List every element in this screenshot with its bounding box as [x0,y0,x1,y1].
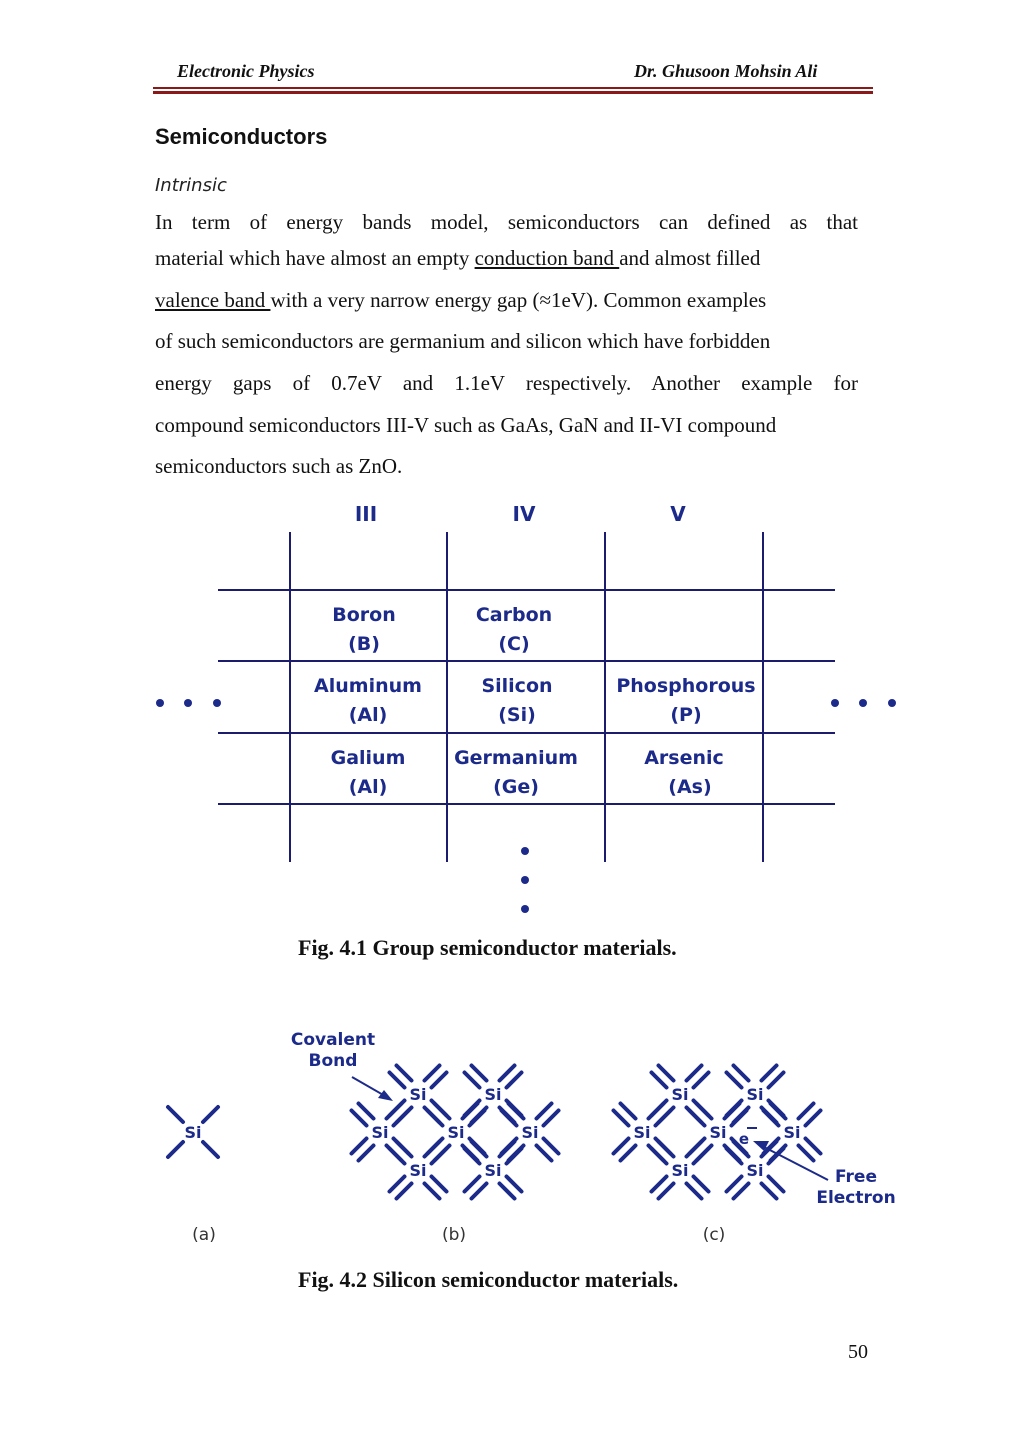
si-atom-label: Si [409,1085,427,1104]
section-title: Semiconductors [155,124,328,149]
electron-label: e [738,1130,750,1148]
bond-line [544,1111,559,1126]
bond-line [614,1111,629,1126]
bond-line [806,1139,821,1154]
bond-line [472,1184,487,1199]
bond-line [507,1073,522,1088]
bond-line [432,1177,447,1192]
bond-line [359,1146,374,1161]
bond-line [732,1111,747,1126]
header-rule-thick [153,91,873,94]
free-electron-arrow [753,1141,828,1180]
bond-line [799,1146,814,1161]
cell-carbon-name: Carbon [475,604,553,626]
bond-line [652,1177,667,1192]
free-electron-label-line2: Electron [816,1188,896,1208]
bond-line [425,1142,440,1157]
bond-line [687,1066,702,1081]
covalent-bond-arrow [352,1077,393,1101]
si-atom-label: Si [783,1123,801,1142]
bond-line [544,1139,559,1154]
bond-line [502,1111,517,1126]
si-atom-label: Si [409,1161,427,1180]
bond-line [656,1111,671,1126]
cell-silicon-symbol: (Si) [498,704,536,726]
si-atom-label: Si [484,1085,502,1104]
figure-2-caption: Fig. 4.2 Silicon semiconductor materials. [298,1267,679,1292]
bond-line [762,1184,777,1199]
cell-boron-name: Boron [332,604,396,626]
header-rule [153,87,873,89]
bond-line [764,1111,779,1126]
bond-line [359,1104,374,1119]
bond-line [432,1073,447,1088]
term-valence-band: valence band [155,288,271,312]
bond-line [652,1149,667,1164]
header-left: Electronic Physics [177,61,315,81]
bond-line [687,1142,702,1157]
bond-line [472,1066,487,1081]
paragraph-text: with a very narrow energy gap (≈1eV). Common examples [270,288,767,312]
bond-line [390,1149,405,1164]
paragraph-text: material which have almost an empty [155,246,475,270]
cell-arsenic-name: Arsenic [644,747,724,769]
paragraph-line-4: of such semiconductors are germanium and silicon which have forbidden [155,329,771,353]
bond-line [727,1149,742,1164]
bond-line [621,1104,636,1119]
paragraph-line-1: In term of energy bands model, semiconductors can defined as that [155,210,858,234]
bond-line [425,1184,440,1199]
bond-line [425,1066,440,1081]
cell-galium-name: Galium [330,747,406,769]
subsection-title: Intrinsic [155,175,227,196]
covalent-label-line2: Bond [308,1051,358,1071]
panel-label-b: (b) [441,1225,467,1245]
paragraph-line-5: energy gaps of 0.7eV and 1.1eV respectively. Another example for [155,371,858,395]
bond-line [397,1142,412,1157]
cell-carbon-symbol: (C) [498,633,530,655]
figure-1-caption: Fig. 4.1 Group semiconductor materials. [298,935,677,960]
paragraph-line-7: semiconductors such as ZnO. [155,454,403,478]
cell-boron-symbol: (B) [348,633,380,655]
bond-line [762,1066,777,1081]
bond-line [465,1177,480,1192]
bond-line [769,1177,784,1192]
paragraph-line-6: compound semiconductors III-V such as GaAs, GaN and II-VI compound [155,413,777,437]
si-atom-label: Si [746,1085,764,1104]
bond-line [697,1104,712,1119]
cell-germanium-name: Germanium [454,747,578,769]
cell-germanium-symbol: (Ge) [493,776,539,798]
si-atom-label: Si [184,1123,202,1142]
bond-line [470,1111,485,1126]
bond-line [659,1066,674,1081]
bond-line [203,1107,218,1122]
bond-line [727,1073,742,1088]
bond-line [690,1111,705,1126]
bond-line [694,1073,709,1088]
si-atom-label: Si [447,1123,465,1142]
cell-silicon-name: Silicon [481,675,553,697]
bond-line [694,1177,709,1192]
ellipsis-dots [156,699,896,913]
bond-line [799,1104,814,1119]
bond-line [507,1149,522,1164]
bond-line [168,1142,183,1157]
group-header-v: V [670,502,686,526]
bond-line [507,1177,522,1192]
bond-line [500,1184,515,1199]
free-electron-label-line1: Free [835,1167,877,1187]
paragraph-text: and almost filled [619,246,761,270]
cell-aluminum-symbol: (Al) [348,704,388,726]
si-atom-label: Si [633,1123,651,1142]
header-right: Dr. Ghusoon Mohsin Ali [634,61,818,81]
group-header-iv: IV [512,502,536,526]
page-number: 50 [848,1341,868,1363]
bond-line [694,1149,709,1164]
bond-line [659,1184,674,1199]
si-atom-label: Si [671,1161,689,1180]
bond-line [537,1104,552,1119]
si-atom-label: Si [709,1123,727,1142]
bond-line [614,1139,629,1154]
cell-phosphorous-symbol: (P) [670,704,702,726]
bond-line [397,1066,412,1081]
bond-line [806,1111,821,1126]
group-header-iii: III [354,502,378,526]
bond-line [397,1184,412,1199]
bond-line [435,1104,450,1119]
bond-line [537,1146,552,1161]
bond-line [652,1073,667,1088]
cell-aluminum-name: Aluminum [314,675,422,697]
si-atom-label: Si [521,1123,539,1142]
term-conduction-band: conduction band [474,246,620,270]
bond-line [649,1104,664,1119]
silicon-lattice-figure [0,1020,1024,1250]
panel-label-c: (c) [702,1225,726,1245]
paragraph-line-3 [155,288,858,313]
bond-line [621,1146,636,1161]
bond-line [500,1066,515,1081]
bond-line [387,1104,402,1119]
si-atom-label: Si [746,1161,764,1180]
bond-line [734,1066,749,1081]
bond-line [352,1139,367,1154]
si-atom-labels [184,1085,800,1180]
bond-line [769,1073,784,1088]
bond-line [352,1111,367,1126]
covalent-label-line1: Covalent [290,1030,376,1050]
bond-line [390,1073,405,1088]
cell-phosphorous-name: Phosphorous [616,675,756,697]
si-atom-label: Si [671,1085,689,1104]
bond-line [390,1177,405,1192]
table-grid [218,532,835,862]
cell-galium-symbol: (Al) [348,776,388,798]
bond-line [734,1184,749,1199]
cell-arsenic-symbol: (As) [668,776,712,798]
bond-line [432,1149,447,1164]
panel-label-a: (a) [192,1225,216,1245]
paragraph-line-2 [155,246,858,271]
bond-line [168,1107,183,1122]
bond-line [428,1111,443,1126]
bond-line [659,1142,674,1157]
bond-line [727,1177,742,1192]
bond-line [465,1149,480,1164]
bond-line [465,1073,480,1088]
si-atom-label: Si [371,1123,389,1142]
si-atom-label: Si [484,1161,502,1180]
bond-line [394,1111,409,1126]
group-table-figure [0,490,1024,920]
bond-line [203,1142,218,1157]
bond-line [687,1184,702,1199]
